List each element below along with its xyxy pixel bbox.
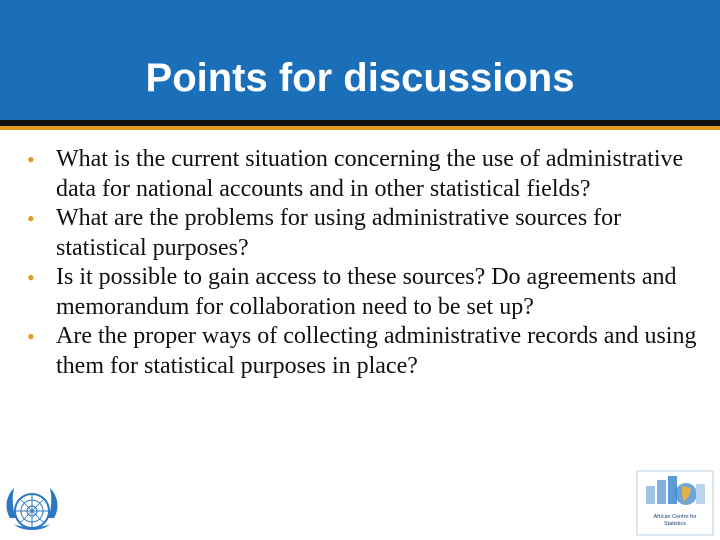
bullet-item bbox=[22, 322, 702, 381]
african-centre-for-statistics-logo bbox=[636, 470, 714, 536]
bullet-dot-icon: • bbox=[27, 206, 35, 231]
bullet-item bbox=[22, 263, 702, 322]
bullet-dot-icon: • bbox=[27, 324, 35, 349]
un-emblem-icon bbox=[0, 478, 64, 540]
svg-text:African Centre for: African Centre for bbox=[653, 514, 697, 520]
bullet-text: What are the problems for using administrative sources for statistical purposes? bbox=[56, 205, 622, 261]
bullet-text: What is the current situation concerning the use of administrative data for national accounts and in other statistical fields? bbox=[56, 146, 684, 202]
title-divider-gold bbox=[0, 126, 720, 130]
bullet-item bbox=[22, 145, 702, 204]
slide-title: Points for discussions bbox=[145, 56, 575, 100]
bullet-text: Are the proper ways of collecting administrative records and using them for statistical purposes in place? bbox=[56, 323, 697, 379]
svg-text:Statistics: Statistics bbox=[663, 521, 687, 527]
bullet-dot-icon: • bbox=[27, 147, 35, 172]
bullet-dot-icon: • bbox=[27, 265, 35, 290]
bullet-text: Is it possible to gain access to these sources? Do agreements and memorandum for collaboration need to be set up? bbox=[56, 264, 677, 320]
title-bar bbox=[0, 0, 720, 120]
bullet-item bbox=[22, 204, 702, 263]
bullet-list bbox=[22, 145, 702, 381]
